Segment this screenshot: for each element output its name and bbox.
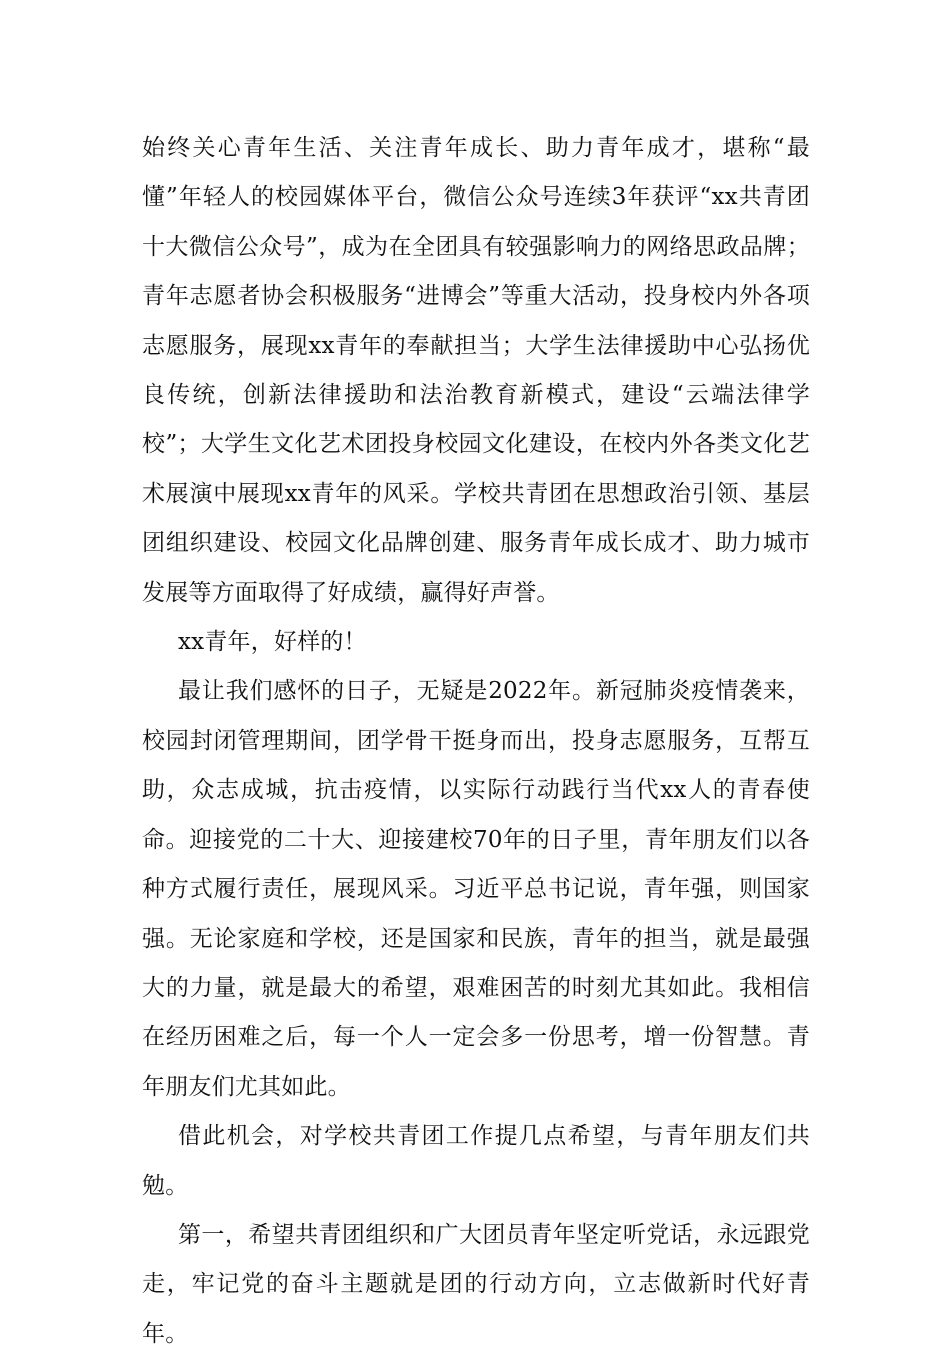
paragraph-1: 始终关心青年生活、关注青年成长、助力青年成才，堪称“最懂”年轻人的校园媒体平台，微信公众号连续3年获评“xx共青团十大微信公众号”，成为在全团具有较强影响力的网络思政品牌；青年志愿者协会积极服务“进博会”等重大活动，投身校内外各项志愿服务，展现xx青年的奉献担当；大学生法律援助中心弘扬优良传统，创新法律援助和法治教育新模式，建设“云端法律学校”；大学生文化艺术团投身校园文化建设，在校内外各类文化艺术展演中展现xx青年的风采。学校共青团在思想政治引领、基层团组织建设、校园文化品牌创建、服务青年成长成才、助力城市发展等方面取得了好成绩，赢得好声誉。 [142,135,810,606]
paragraph-5: 第一，希望共青团组织和广大团员青年坚定听党话，永远跟党走，牢记党的奋斗主题就是团的行动方向，立志做新时代好青年。 [142,1221,810,1347]
document-page [142,124,810,1359]
paragraph-3: 最让我们感怀的日子，无疑是2022年。新冠肺炎疫情袭来，校园封闭管理期间，团学骨干挺身而出，投身志愿服务，互帮互助，众志成城，抗击疫情，以实际行动践行当代xx人的青春使命。迎接党的二十大、迎接建校70年的日子里，青年朋友们以各种方式履行责任，展现风采。习近平总书记说，青年强，则国家强。无论家庭和学校，还是国家和民族，青年的担当，就是最强大的力量，就是最大的希望，艰难困苦的时刻尤其如此。我相信在经历困难之后，每一个人一定会多一份思考，增一份智慧。青年朋友们尤其如此。 [142,678,810,1100]
paragraph-2: xx青年，好样的！ [178,629,367,656]
paragraph-4: 借此机会，对学校共青团工作提几点希望，与青年朋友们共勉。 [142,1123,810,1199]
